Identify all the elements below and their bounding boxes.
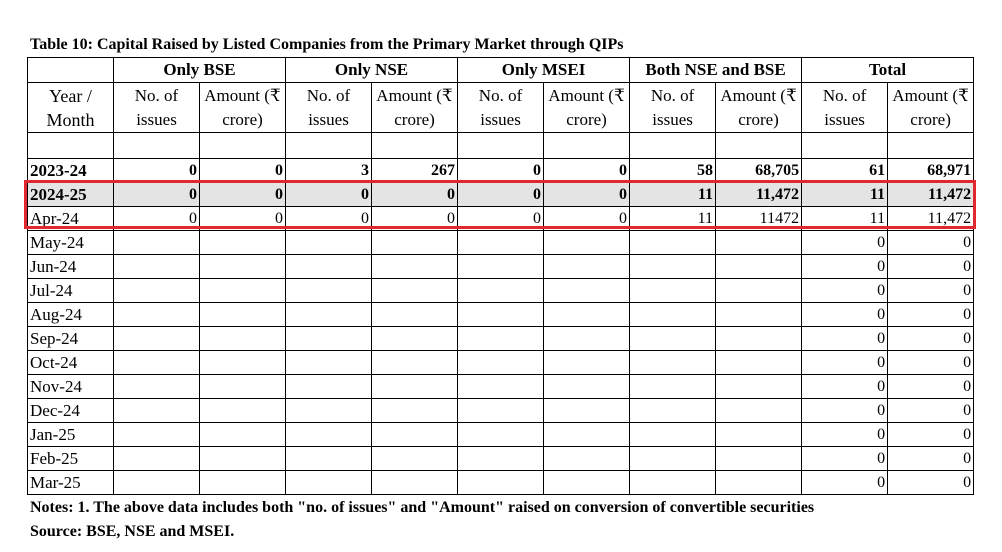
amount-cell: 0	[888, 327, 974, 351]
row-label: Mar-25	[28, 471, 114, 495]
row-label: Aug-24	[28, 303, 114, 327]
amount-cell	[200, 423, 286, 447]
issues-header: No. of issues	[458, 83, 544, 133]
issues-cell	[286, 399, 372, 423]
amount-cell: 267	[372, 159, 458, 183]
amount-cell	[716, 231, 802, 255]
spacer-row	[28, 133, 974, 159]
row-label: Nov-24	[28, 375, 114, 399]
row-label: Dec-24	[28, 399, 114, 423]
issues-cell: 0	[114, 159, 200, 183]
issues-cell: 11	[802, 183, 888, 207]
issues-cell	[114, 423, 200, 447]
issues-cell: 11	[802, 207, 888, 231]
table-row	[28, 351, 974, 375]
row-label: Apr-24	[28, 207, 114, 231]
issues-cell: 0	[802, 231, 888, 255]
amount-cell	[372, 423, 458, 447]
notes-text: Notes: 1. The above data includes both "no. of issues" and "Amount" raised on conversion of convertible securities	[30, 499, 815, 516]
amount-header: Amount (₹ crore)	[544, 83, 630, 133]
issues-cell	[114, 375, 200, 399]
source-text: Source: BSE, NSE and MSEI.	[30, 523, 235, 540]
amount-cell: 0	[200, 207, 286, 231]
amount-cell: 0	[888, 351, 974, 375]
amount-cell	[544, 399, 630, 423]
issues-cell	[286, 279, 372, 303]
amount-cell	[372, 279, 458, 303]
issues-cell: 0	[802, 255, 888, 279]
issues-cell	[458, 255, 544, 279]
issues-cell	[630, 255, 716, 279]
row-label: 2023-24	[28, 159, 114, 183]
issues-cell: 0	[802, 303, 888, 327]
issues-cell	[114, 399, 200, 423]
group-header: Both NSE and BSE	[630, 58, 802, 83]
amount-header: Amount (₹ crore)	[372, 83, 458, 133]
issues-cell: 0	[802, 327, 888, 351]
amount-cell: 0	[888, 375, 974, 399]
issues-cell	[630, 351, 716, 375]
amount-cell	[716, 423, 802, 447]
issues-cell	[114, 327, 200, 351]
table-row	[28, 423, 974, 447]
table-row	[28, 327, 974, 351]
amount-cell: 0	[888, 399, 974, 423]
table-row	[28, 375, 974, 399]
table-row	[28, 399, 974, 423]
issues-cell: 0	[802, 375, 888, 399]
table-row	[28, 159, 974, 183]
table-row	[28, 207, 974, 231]
amount-cell	[544, 351, 630, 375]
amount-cell	[200, 447, 286, 471]
table-row	[28, 303, 974, 327]
corner-cell	[28, 58, 114, 83]
amount-cell: 0	[372, 183, 458, 207]
amount-cell: 0	[200, 159, 286, 183]
issues-cell	[630, 471, 716, 495]
issues-cell: 0	[802, 399, 888, 423]
table-row	[28, 471, 974, 495]
table-row	[28, 183, 974, 207]
issues-header: No. of issues	[630, 83, 716, 133]
issues-cell	[114, 231, 200, 255]
table-title: Table 10: Capital Raised by Listed Companies from the Primary Market through QIPs	[30, 36, 624, 53]
amount-cell	[200, 255, 286, 279]
amount-cell: 0	[200, 183, 286, 207]
amount-cell	[200, 375, 286, 399]
table-body	[28, 133, 974, 495]
issues-cell	[458, 423, 544, 447]
issues-cell	[286, 423, 372, 447]
amount-cell	[200, 471, 286, 495]
issues-cell	[286, 471, 372, 495]
issues-cell	[114, 447, 200, 471]
amount-header: Amount (₹ crore)	[200, 83, 286, 133]
issues-cell: 0	[458, 159, 544, 183]
row-label: Jun-24	[28, 255, 114, 279]
issues-cell	[286, 327, 372, 351]
group-header: Total	[802, 58, 974, 83]
table-row	[28, 255, 974, 279]
amount-cell	[716, 399, 802, 423]
issues-cell	[630, 399, 716, 423]
amount-cell	[372, 471, 458, 495]
amount-cell	[716, 327, 802, 351]
group-header: Only BSE	[114, 58, 286, 83]
table-row	[28, 279, 974, 303]
amount-cell	[544, 279, 630, 303]
issues-cell	[286, 351, 372, 375]
amount-cell	[372, 231, 458, 255]
issues-cell	[458, 231, 544, 255]
amount-cell	[716, 351, 802, 375]
amount-cell: 11,472	[888, 183, 974, 207]
amount-cell	[716, 447, 802, 471]
amount-cell	[716, 303, 802, 327]
issues-cell	[458, 471, 544, 495]
issues-cell	[114, 471, 200, 495]
amount-cell	[372, 447, 458, 471]
amount-cell	[544, 447, 630, 471]
amount-cell	[372, 327, 458, 351]
amount-cell	[372, 399, 458, 423]
issues-cell: 0	[802, 351, 888, 375]
issues-cell	[630, 423, 716, 447]
row-label: May-24	[28, 231, 114, 255]
amount-cell	[544, 303, 630, 327]
amount-cell	[200, 279, 286, 303]
issues-cell: 0	[114, 183, 200, 207]
amount-cell: 0	[888, 303, 974, 327]
amount-cell	[544, 255, 630, 279]
issues-cell	[286, 375, 372, 399]
issues-cell	[114, 279, 200, 303]
issues-header: No. of issues	[114, 83, 200, 133]
issues-header: No. of issues	[286, 83, 372, 133]
issues-cell	[630, 375, 716, 399]
amount-cell	[372, 351, 458, 375]
issues-cell	[630, 327, 716, 351]
issues-cell	[114, 351, 200, 375]
amount-cell: 0	[544, 183, 630, 207]
issues-cell: 3	[286, 159, 372, 183]
issues-cell	[286, 303, 372, 327]
issues-cell: 11	[630, 207, 716, 231]
row-label: Sep-24	[28, 327, 114, 351]
amount-cell	[716, 471, 802, 495]
issues-cell	[630, 279, 716, 303]
issues-cell: 0	[458, 183, 544, 207]
row-label: Jul-24	[28, 279, 114, 303]
issues-cell: 0	[286, 183, 372, 207]
row-label: 2024-25	[28, 183, 114, 207]
amount-cell: 0	[888, 279, 974, 303]
amount-cell	[544, 327, 630, 351]
issues-header: No. of issues	[802, 83, 888, 133]
issues-cell	[630, 447, 716, 471]
issues-cell	[458, 351, 544, 375]
issues-cell	[114, 255, 200, 279]
amount-cell	[200, 303, 286, 327]
amount-cell	[544, 375, 630, 399]
amount-cell	[544, 471, 630, 495]
row-label: Oct-24	[28, 351, 114, 375]
group-header: Only NSE	[286, 58, 458, 83]
issues-cell: 0	[802, 447, 888, 471]
issues-cell	[286, 255, 372, 279]
issues-cell	[458, 375, 544, 399]
amount-cell	[372, 255, 458, 279]
amount-cell	[200, 327, 286, 351]
issues-cell: 0	[802, 279, 888, 303]
amount-cell	[200, 351, 286, 375]
issues-cell: 58	[630, 159, 716, 183]
issues-cell	[630, 303, 716, 327]
amount-cell	[716, 375, 802, 399]
issues-cell: 0	[114, 207, 200, 231]
qip-table	[27, 57, 974, 495]
table-row	[28, 231, 974, 255]
issues-cell: 0	[802, 471, 888, 495]
issues-cell	[114, 303, 200, 327]
amount-cell	[544, 231, 630, 255]
amount-cell	[200, 231, 286, 255]
amount-cell	[200, 399, 286, 423]
issues-cell: 0	[802, 423, 888, 447]
amount-cell	[544, 423, 630, 447]
amount-cell: 11472	[716, 207, 802, 231]
issues-cell: 61	[802, 159, 888, 183]
amount-cell	[372, 375, 458, 399]
issues-cell: 0	[458, 207, 544, 231]
amount-cell: 11,472	[888, 207, 974, 231]
year-month-header: Year / Month	[28, 83, 114, 133]
amount-cell: 0	[544, 159, 630, 183]
amount-cell: 0	[372, 207, 458, 231]
table-row	[28, 447, 974, 471]
amount-cell: 0	[888, 231, 974, 255]
amount-cell: 0	[544, 207, 630, 231]
row-label: Feb-25	[28, 447, 114, 471]
issues-cell	[286, 447, 372, 471]
issues-cell: 0	[286, 207, 372, 231]
amount-cell: 68,705	[716, 159, 802, 183]
issues-cell	[458, 399, 544, 423]
issues-cell	[458, 279, 544, 303]
amount-header: Amount (₹ crore)	[888, 83, 974, 133]
amount-cell: 0	[888, 423, 974, 447]
row-label: Jan-25	[28, 423, 114, 447]
amount-cell: 0	[888, 447, 974, 471]
amount-cell: 11,472	[716, 183, 802, 207]
issues-cell	[630, 231, 716, 255]
amount-cell	[372, 303, 458, 327]
group-header: Only MSEI	[458, 58, 630, 83]
group-header-row	[28, 58, 974, 83]
amount-cell: 0	[888, 255, 974, 279]
notes-block	[30, 496, 814, 544]
amount-cell	[716, 255, 802, 279]
issues-cell	[458, 447, 544, 471]
amount-cell	[716, 279, 802, 303]
amount-header: Amount (₹ crore)	[716, 83, 802, 133]
issues-cell: 11	[630, 183, 716, 207]
amount-cell: 0	[888, 471, 974, 495]
issues-cell	[286, 231, 372, 255]
amount-cell: 68,971	[888, 159, 974, 183]
issues-cell	[458, 303, 544, 327]
issues-cell	[458, 327, 544, 351]
column-header-row	[28, 83, 974, 133]
